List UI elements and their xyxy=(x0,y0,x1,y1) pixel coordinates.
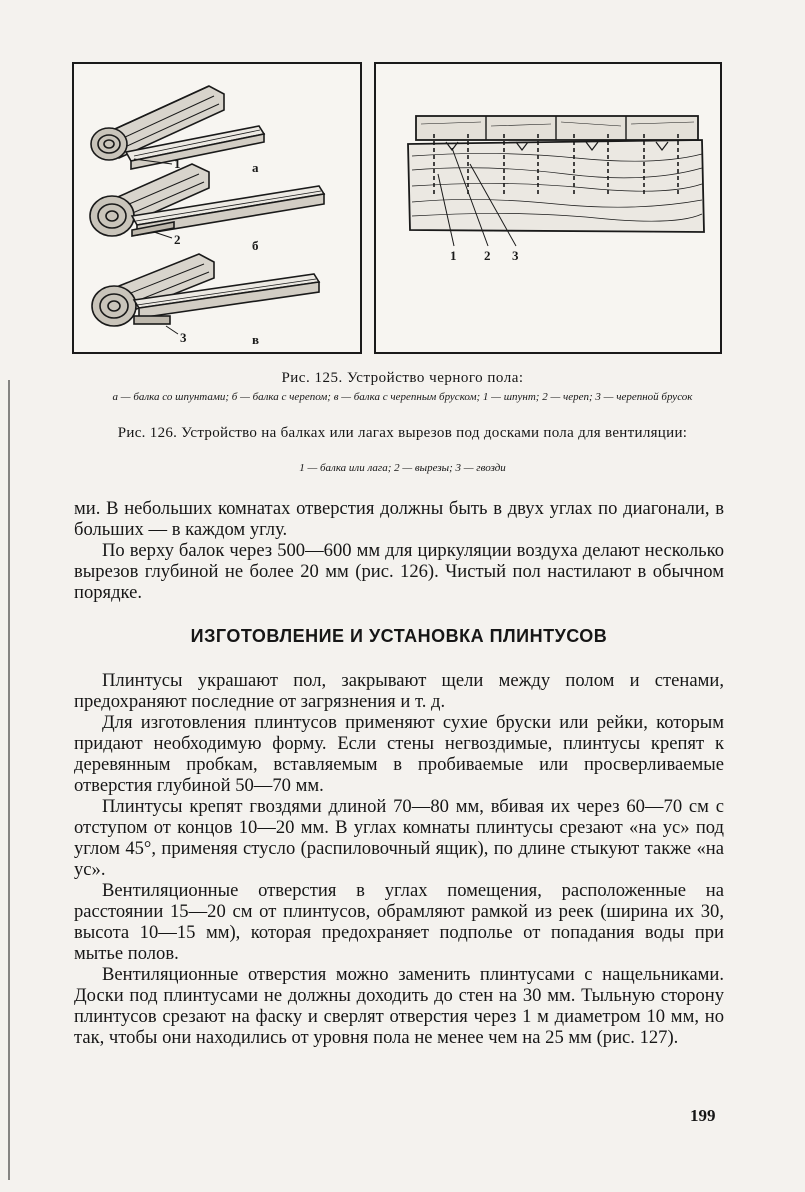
figure-125-caption: Рис. 125. Устройство черного пола: xyxy=(281,370,524,386)
paragraph: По верху балок через 500—600 мм для циркуляции воздуха делают несколько вырезов глубиной не более 20 мм (рис. 126). Чистый пол настилают в обычном порядке. xyxy=(74,540,724,603)
fig125-label-3: 3 xyxy=(180,330,187,345)
figure-125-drawing xyxy=(74,64,360,352)
fig125-label-b: б xyxy=(252,238,259,253)
body-text-top xyxy=(74,498,724,603)
figure-125-legend: а — балка со шпунтами; б — балка с черепом; в — балка с черепным бруском; 1 — шпунт; 2 — череп; 3 — черепной брусок xyxy=(112,391,693,403)
figure-126-caption: Рис. 126. Устройство на балках или лагах вырезов под досками пола для вентиляции: xyxy=(117,425,688,441)
figure-126-legend: 1 — балка или лага; 2 — вырезы; 3 — гвозди xyxy=(299,462,506,474)
fig126-label-1: 1 xyxy=(450,248,457,263)
paragraph: Для изготовления плинтусов применяют сухие бруски или рейки, которым придают необходимую форму. Если стены негвоздимые, плинтусы крепят к деревянным пробкам, вставляемым в пробиваемые или просверливаемые отверстия глубиной 50—70 мм. xyxy=(74,712,724,796)
figures-row xyxy=(72,62,722,356)
figure-125 xyxy=(72,62,362,354)
paragraph: ми. В небольших комнатах отверстия должны быть в двух углах по диагонали, в больших — в каждом углу. xyxy=(74,498,724,540)
figure-126-drawing xyxy=(376,64,720,352)
paragraph: Вентиляционные отверстия можно заменить плинтусами с нащельниками. Доски под плинтусами не должны доходить до стен на 30 мм. Тыльную сторону плинтусов срезают на фаску и сверлят отверстия через 1 м диаметром 10 мм, но так, чтобы они находились от уровня пола не менее чем на 25 мм (рис. 127). xyxy=(74,964,724,1048)
figure-126 xyxy=(374,62,722,354)
fig126-label-3: 3 xyxy=(512,248,519,263)
paragraph: Плинтусы украшают пол, закрывают щели между полом и стенами, предохраняют последние от загрязнения и т. д. xyxy=(74,670,724,712)
fig126-label-2: 2 xyxy=(484,248,491,263)
fig125-label-a: а xyxy=(252,160,259,175)
body-text-main xyxy=(74,670,724,1048)
page-number: 199 xyxy=(690,1106,716,1125)
fig125-label-2: 2 xyxy=(174,232,181,247)
section-heading: ИЗГОТОВЛЕНИЕ И УСТАНОВКА ПЛИНТУСОВ xyxy=(190,626,608,646)
fig125-label-v: в xyxy=(252,332,260,347)
paragraph: Вентиляционные отверстия в углах помещения, расположенные на расстоянии 15—20 см от плинтусов, обрамляют рамкой из реек (ширина их 30, высота 10—15 мм), которая предохраняет подполье от попадания воды при мытье полов. xyxy=(74,880,724,964)
paragraph: Плинтусы крепят гвоздями длиной 70—80 мм, вбивая их через 60—70 см с отступом от концов 10—20 мм. В углах комнаты плинтусы срезают «на ус» под углом 45°, применяя стусло (распиловочный ящик), по длине стыкуют также «на ус». xyxy=(74,796,724,880)
fig125-label-1: 1 xyxy=(174,156,181,171)
page-edge-shadow xyxy=(8,380,10,1180)
